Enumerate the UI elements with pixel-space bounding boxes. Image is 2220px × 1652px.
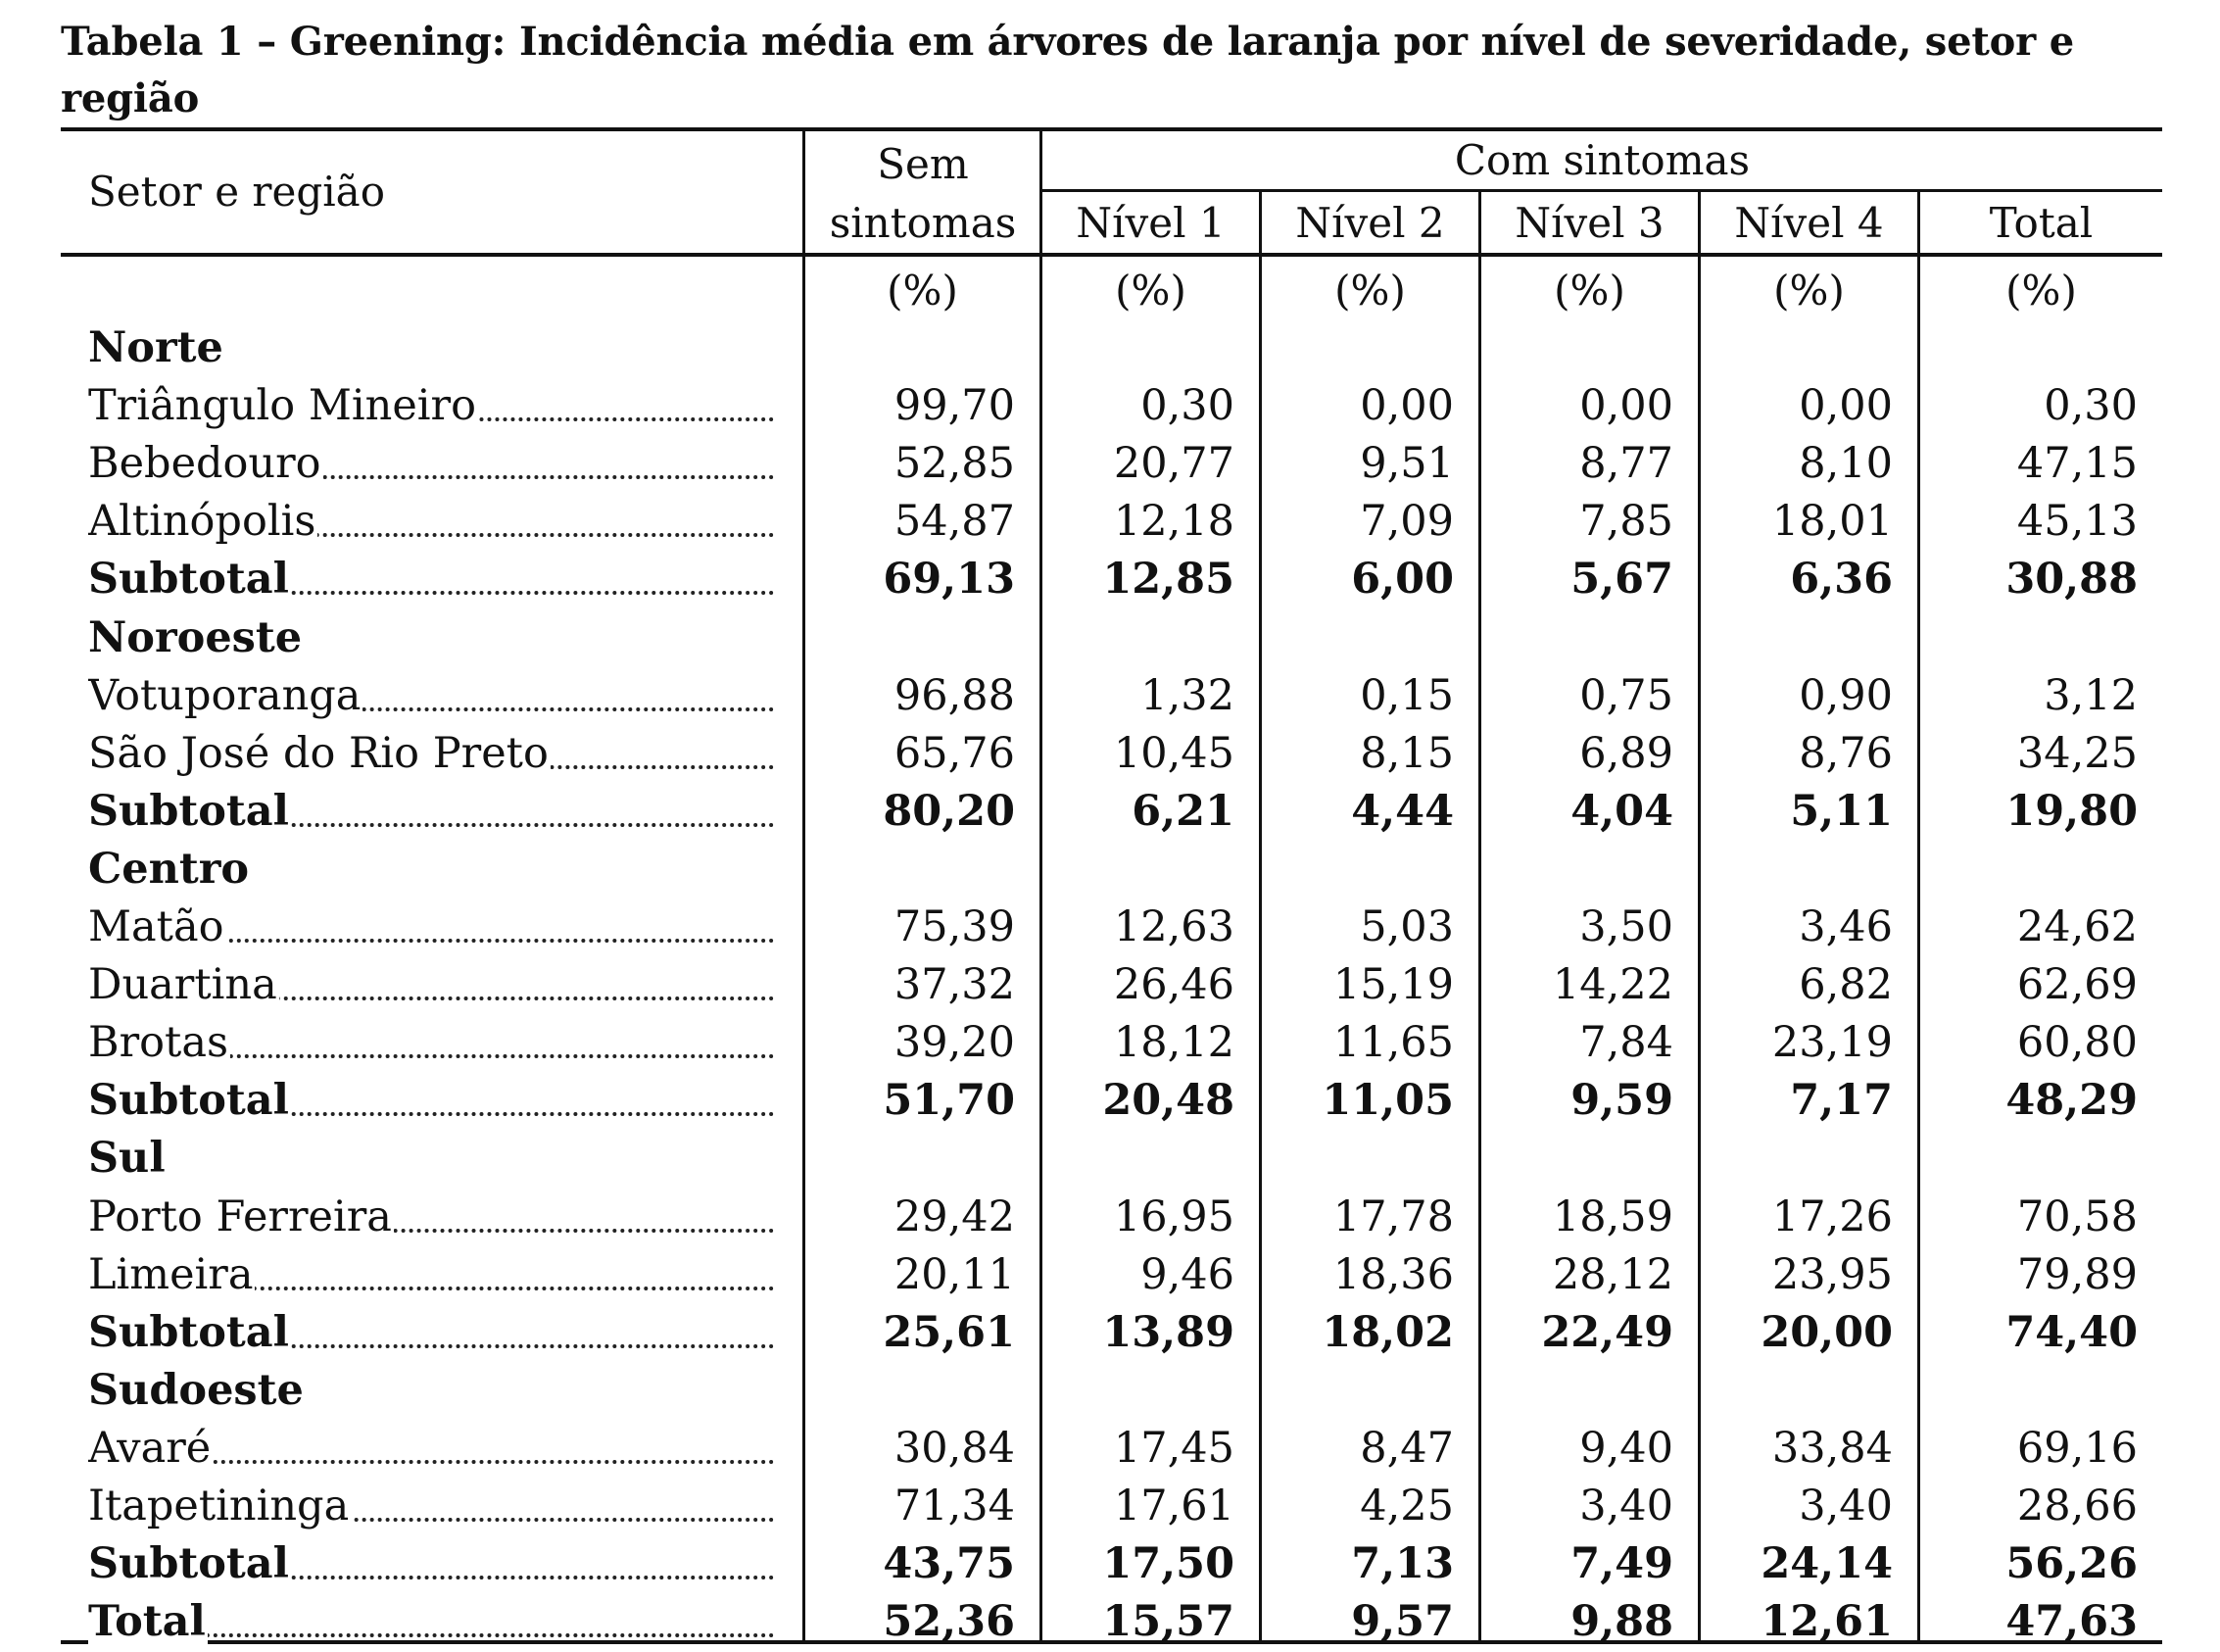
row-label <box>88 899 774 956</box>
row-label <box>88 435 774 493</box>
row-label <box>88 725 774 783</box>
table-cell: 0,00 <box>1799 381 1893 430</box>
table-row <box>0 899 2220 956</box>
header-bottom-rule <box>61 253 2162 257</box>
table-cell: 25,61 <box>883 1308 1015 1357</box>
row-label-text: Porto Ferreira <box>88 1192 392 1241</box>
table-cell: 0,00 <box>1579 381 1673 430</box>
region-name: Sudoeste <box>88 1366 304 1415</box>
table-cell: 17,78 <box>1332 1192 1454 1241</box>
table-cell: 43,75 <box>883 1539 1015 1588</box>
table-cell: 18,59 <box>1552 1192 1673 1241</box>
table-row <box>0 493 2220 551</box>
table-cell: 4,25 <box>1360 1482 1454 1531</box>
table-cell: 11,65 <box>1332 1018 1454 1067</box>
table-cell: 18,01 <box>1771 497 1893 546</box>
table-cell: 24,14 <box>1761 1539 1893 1588</box>
table-cell: 9,57 <box>1351 1597 1454 1646</box>
row-label-text: Matão <box>88 902 224 951</box>
table-cell: 23,19 <box>1771 1018 1893 1067</box>
unit-label: (%) <box>1773 267 1845 315</box>
region-name: Centro <box>88 845 250 894</box>
table-cell: 52,36 <box>883 1597 1015 1646</box>
table-cell: 69,13 <box>883 555 1015 604</box>
table-cell: 15,57 <box>1102 1597 1234 1646</box>
table-row <box>0 956 2220 1014</box>
table-cell: 12,61 <box>1761 1597 1893 1646</box>
row-label-text: Subtotal <box>88 1308 289 1357</box>
row-label-text: Brotas <box>88 1018 229 1067</box>
subtotal-row <box>0 1072 2220 1130</box>
row-label <box>88 1304 774 1362</box>
table-cell: 71,34 <box>893 1482 1015 1531</box>
table-cell: 52,85 <box>893 439 1015 488</box>
header-com-sintomas: Com sintomas <box>1454 136 1751 184</box>
table-title: Tabela 1 – Greening: Incidência média em árvores de laranja por nível de severidade, setor e região <box>61 19 2074 121</box>
row-label <box>88 493 774 551</box>
table-cell: 1,32 <box>1140 671 1234 720</box>
table-cell: 3,40 <box>1799 1482 1893 1531</box>
row-label <box>88 783 774 841</box>
table-cell: 6,82 <box>1799 960 1893 1009</box>
header-nivel-3: Nível 3 <box>1515 199 1665 247</box>
total-row <box>0 1593 2220 1651</box>
table-cell: 79,89 <box>2016 1250 2138 1299</box>
row-label-text: Altinópolis <box>88 497 316 546</box>
row-label-text: Subtotal <box>88 1539 289 1588</box>
row-label-text: Itapetininga <box>88 1482 350 1531</box>
table-cell: 12,85 <box>1102 555 1234 604</box>
table-cell: 47,63 <box>2005 1597 2138 1646</box>
table-cell: 24,62 <box>2016 902 2138 951</box>
table-row <box>0 1014 2220 1072</box>
table-row <box>0 1189 2220 1246</box>
table-cell: 12,18 <box>1113 497 1234 546</box>
row-label-text: Subtotal <box>88 555 289 604</box>
row-label-text: Subtotal <box>88 1076 289 1125</box>
unit-label: (%) <box>1334 267 1406 315</box>
table-cell: 30,84 <box>893 1424 1015 1473</box>
table-row <box>0 1478 2220 1535</box>
unit-label: (%) <box>1115 267 1186 315</box>
table-row <box>0 1246 2220 1304</box>
table-cell: 8,15 <box>1360 729 1454 778</box>
table-cell: 17,26 <box>1771 1192 1893 1241</box>
table-cell: 10,45 <box>1113 729 1234 778</box>
table-cell: 17,61 <box>1113 1482 1234 1531</box>
table-cell: 30,88 <box>2005 555 2138 604</box>
table-cell: 3,12 <box>2044 671 2138 720</box>
row-label <box>88 1535 774 1593</box>
subtotal-row <box>0 551 2220 608</box>
table-cell: 7,84 <box>1579 1018 1673 1067</box>
subtotal-row <box>0 1304 2220 1362</box>
table-cell: 28,12 <box>1552 1250 1673 1299</box>
table-cell: 75,39 <box>893 902 1015 951</box>
table-cell: 3,50 <box>1579 902 1673 951</box>
table-cell: 0,15 <box>1360 671 1454 720</box>
table-row <box>0 377 2220 435</box>
table-cell: 29,42 <box>893 1192 1015 1241</box>
table-cell: 60,80 <box>2016 1018 2138 1067</box>
table-cell: 7,85 <box>1579 497 1673 546</box>
table-cell: 20,00 <box>1761 1308 1893 1357</box>
table-cell: 19,80 <box>2005 787 2138 836</box>
row-label <box>88 1420 774 1478</box>
table-cell: 28,66 <box>2016 1482 2138 1531</box>
table-cell: 51,70 <box>883 1076 1015 1125</box>
table-cell: 65,76 <box>893 729 1015 778</box>
row-label <box>88 1014 774 1072</box>
table-cell: 34,25 <box>2016 729 2138 778</box>
row-label-text: Bebedouro <box>88 439 321 488</box>
table-cell: 0,30 <box>2044 381 2138 430</box>
table-cell: 62,69 <box>2016 960 2138 1009</box>
table-cell: 0,00 <box>1360 381 1454 430</box>
table-cell: 8,10 <box>1799 439 1893 488</box>
table-row <box>0 1420 2220 1478</box>
table-cell: 20,77 <box>1113 439 1234 488</box>
table-cell: 9,51 <box>1360 439 1454 488</box>
table-cell: 70,58 <box>2016 1192 2138 1241</box>
table-cell: 8,76 <box>1799 729 1893 778</box>
table-cell: 37,32 <box>893 960 1015 1009</box>
row-label <box>88 667 774 725</box>
table-cell: 22,49 <box>1541 1308 1673 1357</box>
header-nivel-1: Nível 1 <box>1076 199 1226 247</box>
region-name: Noroeste <box>88 613 303 662</box>
unit-label: (%) <box>1554 267 1625 315</box>
unit-label: (%) <box>887 267 958 315</box>
table-cell: 6,89 <box>1579 729 1673 778</box>
row-label-text: Duartina <box>88 960 277 1009</box>
table-row <box>0 725 2220 783</box>
table-cell: 18,02 <box>1322 1308 1454 1357</box>
table-cell: 47,15 <box>2016 439 2138 488</box>
table-cell: 14,22 <box>1552 960 1673 1009</box>
region-name: Norte <box>88 323 223 372</box>
table-cell: 7,13 <box>1351 1539 1454 1588</box>
row-label <box>88 1593 774 1651</box>
row-label <box>88 1189 774 1246</box>
table-cell: 0,30 <box>1140 381 1234 430</box>
table-cell: 16,95 <box>1113 1192 1234 1241</box>
unit-label: (%) <box>2005 267 2077 315</box>
table-cell: 20,48 <box>1102 1076 1234 1125</box>
table-cell: 3,46 <box>1799 902 1893 951</box>
row-label-text: São José do Rio Preto <box>88 729 549 778</box>
table-cell: 5,67 <box>1570 555 1673 604</box>
table-cell: 8,77 <box>1579 439 1673 488</box>
table-cell: 39,20 <box>893 1018 1015 1067</box>
row-label-text: Avaré <box>88 1424 212 1473</box>
header-nivel-2: Nível 2 <box>1295 199 1445 247</box>
table-cell: 9,59 <box>1570 1076 1673 1125</box>
table-cell: 4,04 <box>1570 787 1673 836</box>
table-cell: 0,90 <box>1799 671 1893 720</box>
table-cell: 11,05 <box>1322 1076 1454 1125</box>
table-cell: 54,87 <box>893 497 1015 546</box>
header-nivel-4: Nível 4 <box>1734 199 1884 247</box>
region-heading-row <box>0 1130 2220 1188</box>
row-label-text: Subtotal <box>88 787 289 836</box>
table-cell: 69,16 <box>2016 1424 2138 1473</box>
table-cell: 96,88 <box>893 671 1015 720</box>
header-row-label: Setor e região <box>88 168 386 216</box>
table-cell: 9,40 <box>1579 1424 1673 1473</box>
table-cell: 99,70 <box>893 381 1015 430</box>
table-row <box>0 667 2220 725</box>
table-cell: 48,29 <box>2005 1076 2138 1125</box>
table-cell: 9,46 <box>1140 1250 1234 1299</box>
row-label <box>88 377 774 435</box>
header-sem-sintomas: Sem sintomas <box>829 140 1017 247</box>
row-label-text: Total <box>88 1597 206 1646</box>
table-cell: 45,13 <box>2016 497 2138 546</box>
subtotal-row <box>0 783 2220 841</box>
table-cell: 12,63 <box>1113 902 1234 951</box>
table-cell: 5,03 <box>1360 902 1454 951</box>
row-label-text: Triângulo Mineiro <box>88 381 476 430</box>
table-cell: 0,75 <box>1579 671 1673 720</box>
region-name: Sul <box>88 1134 166 1183</box>
region-heading-row <box>0 319 2220 377</box>
row-label <box>88 1246 774 1304</box>
table-cell: 7,49 <box>1570 1539 1673 1588</box>
region-heading-row <box>0 609 2220 667</box>
row-label <box>88 956 774 1014</box>
table-cell: 26,46 <box>1113 960 1234 1009</box>
table-cell: 18,12 <box>1113 1018 1234 1067</box>
table-cell: 6,00 <box>1351 555 1454 604</box>
table-cell: 6,36 <box>1790 555 1893 604</box>
table-cell: 3,40 <box>1579 1482 1673 1531</box>
table-cell: 15,19 <box>1332 960 1454 1009</box>
table-cell: 5,11 <box>1790 787 1893 836</box>
table-cell: 7,17 <box>1790 1076 1893 1125</box>
table-cell: 33,84 <box>1771 1424 1893 1473</box>
header-total: Total <box>1989 199 2094 247</box>
row-label-text: Votuporanga <box>88 671 362 720</box>
row-label-text: Limeira <box>88 1250 254 1299</box>
table-cell: 13,89 <box>1102 1308 1234 1357</box>
table-row <box>0 435 2220 493</box>
table-cell: 80,20 <box>883 787 1015 836</box>
table-cell: 56,26 <box>2005 1539 2138 1588</box>
table-cell: 18,36 <box>1332 1250 1454 1299</box>
table-cell: 4,44 <box>1351 787 1454 836</box>
region-heading-row <box>0 841 2220 899</box>
table-cell: 6,21 <box>1132 787 1234 836</box>
row-label <box>88 1072 774 1130</box>
table-cell: 74,40 <box>2005 1308 2138 1357</box>
table-cell: 8,47 <box>1360 1424 1454 1473</box>
region-heading-row <box>0 1362 2220 1420</box>
row-label <box>88 1478 774 1535</box>
table-cell: 17,45 <box>1113 1424 1234 1473</box>
table-cell: 9,88 <box>1570 1597 1673 1646</box>
table-cell: 7,09 <box>1360 497 1454 546</box>
row-label <box>88 551 774 608</box>
table-cell: 17,50 <box>1102 1539 1234 1588</box>
subtotal-row <box>0 1535 2220 1593</box>
table-cell: 23,95 <box>1771 1250 1893 1299</box>
table-cell: 20,11 <box>893 1250 1015 1299</box>
